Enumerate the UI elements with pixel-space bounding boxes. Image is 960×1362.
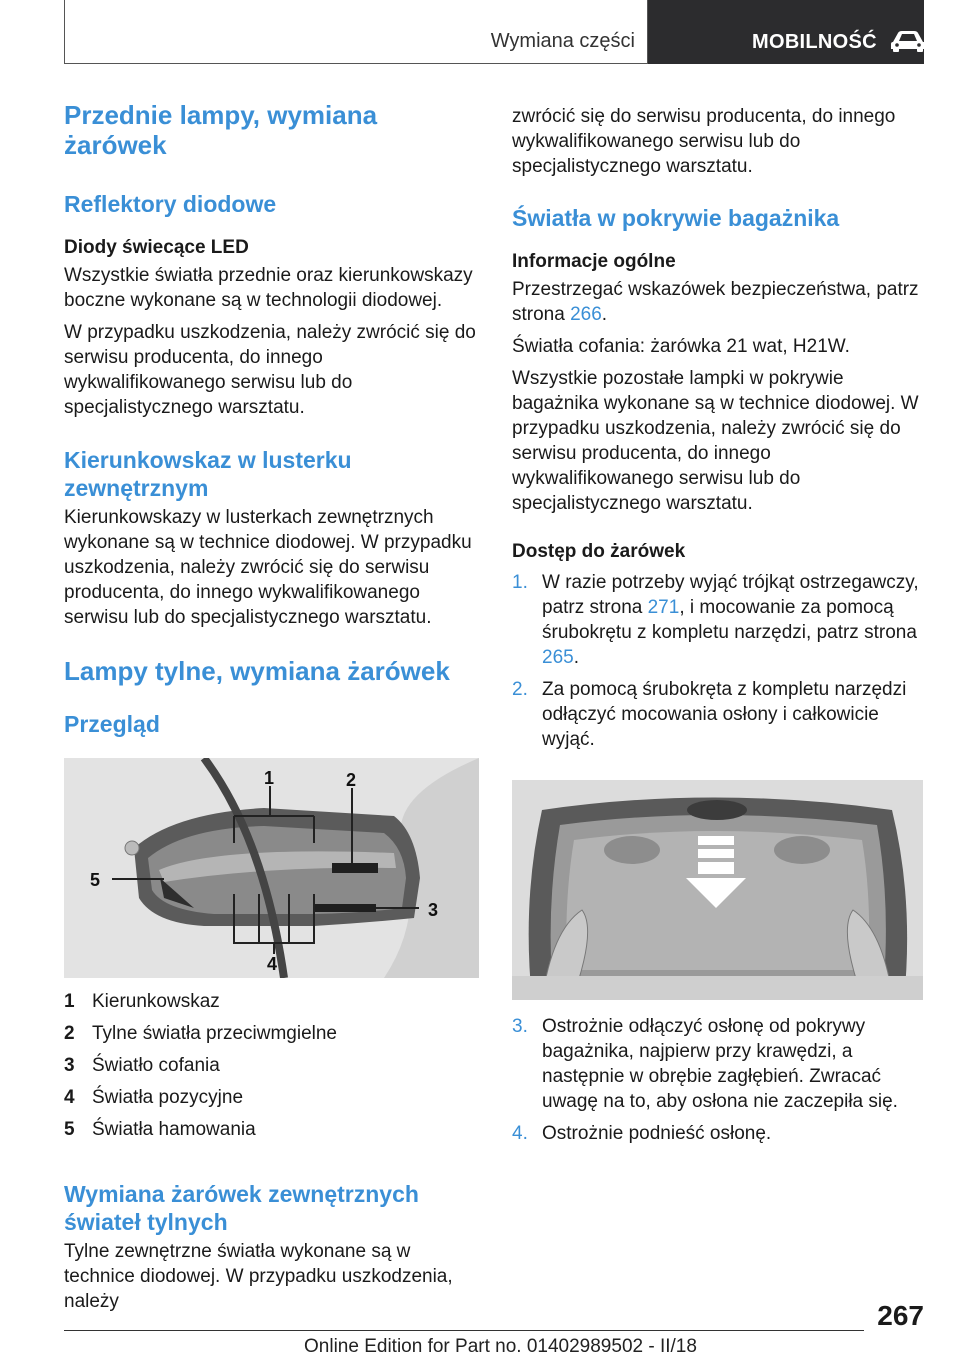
legend-text: Światło cofania bbox=[92, 1055, 220, 1076]
figure-label-2: 2 bbox=[346, 770, 357, 790]
heading-general-info: Informacje ogólne bbox=[512, 251, 676, 272]
legend-text: Kierunkowskaz bbox=[92, 991, 220, 1012]
page-number: 267 bbox=[877, 1300, 924, 1331]
legend-text: Światła pozycyjne bbox=[92, 1087, 244, 1108]
paragraph-led-info: Wszystkie światła przednie oraz kierunkowskazy boczne wykonane są w technologii diodowej. bbox=[64, 265, 473, 311]
step-text-part: , i mocowanie za pomocą śrubokrętu z kompletu narzędzi, patrz strona bbox=[542, 597, 917, 643]
paragraph-safety bbox=[512, 277, 927, 327]
legend-item bbox=[64, 1082, 479, 1114]
header-section-box bbox=[64, 0, 648, 64]
access-steps-continued bbox=[512, 1014, 927, 1146]
heading-rear-lamps: Lampy tylne, wymiana żarówek bbox=[64, 656, 450, 686]
step-text-part: . bbox=[573, 647, 579, 668]
legend-item bbox=[64, 1050, 479, 1082]
paragraph-other-lamps: Wszystkie pozostałe lampki w pokrywie bagażnika wykonane są w technice diodowej. W przypadku uszkodzenia, należy zwrócić się do serwisu producenta, do innego wykwalifikowanego serwisu lub do specjalistycznego warsztatu. bbox=[512, 368, 919, 514]
rear-lamp-figure bbox=[64, 758, 479, 978]
heading-bulb-access: Dostęp do żarówek bbox=[512, 541, 686, 562]
legend-number: 5 bbox=[64, 1119, 75, 1140]
figure-label-5: 5 bbox=[90, 870, 101, 890]
legend-text: Światła hamowania bbox=[92, 1119, 256, 1140]
page-link-271[interactable]: 271 bbox=[647, 597, 680, 618]
legend-item bbox=[64, 986, 479, 1018]
figure-legend bbox=[64, 986, 479, 1146]
heading-led-headlights: Reflektory diodowe bbox=[64, 191, 277, 217]
page-link-266[interactable]: 266 bbox=[570, 304, 602, 325]
legend-text: Tylne światła przeciwmgielne bbox=[92, 1023, 337, 1044]
paragraph-led-damage: W przypadku uszkodzenia, należy zwrócić się do serwisu producenta, do innego wykwalifikowanego serwisu lub do specjalistycznego warsztatu. bbox=[64, 322, 476, 418]
paragraph-continued: zwrócić się do serwisu producenta, do innego wykwalifikowanego serwisu lub do specjalistycznego warsztatu. bbox=[512, 106, 896, 177]
heading-front-lamps: Przednie lampy, wymiana żarówek bbox=[64, 100, 378, 160]
step-text: Ostrożnie podnieść osłonę. bbox=[542, 1123, 772, 1144]
figure-label-3: 3 bbox=[428, 900, 439, 920]
step-number: 1. bbox=[512, 572, 528, 593]
safety-text-end: . bbox=[601, 304, 608, 325]
step-text-part: W razie potrzeby wyjąć trójkąt ostrzegawczy, patrz strona bbox=[542, 572, 919, 618]
step-item bbox=[512, 1121, 927, 1146]
step-item bbox=[512, 570, 927, 670]
footer-divider bbox=[64, 1330, 864, 1331]
legend-item bbox=[64, 1114, 479, 1146]
car-icon bbox=[890, 30, 926, 52]
legend-item bbox=[64, 1018, 479, 1050]
paragraph-reverse-bulb: Światła cofania: żarówka 21 wat, H21W. bbox=[512, 336, 850, 357]
heading-overview: Przegląd bbox=[64, 711, 160, 737]
heading-exterior-bulbs: Wymiana żarówek zewnętrznych świateł tylnych bbox=[64, 1181, 419, 1235]
step-text: Za pomocą śrubokręta z kompletu narzędzi odłączyć mocowania osłony i całkowicie wyjąć. bbox=[542, 679, 907, 750]
header-chapter-tab bbox=[648, 0, 924, 64]
legend-number: 1 bbox=[64, 991, 75, 1012]
step-item bbox=[512, 1014, 927, 1114]
page-link-265[interactable]: 265 bbox=[542, 647, 574, 668]
step-number: 4. bbox=[512, 1123, 528, 1144]
footer-edition: Online Edition for Part no. 01402989502 - II/18 bbox=[304, 1336, 697, 1357]
step-item bbox=[512, 677, 927, 752]
safety-text: Przestrzegać wskazówek bezpieczeństwa, patrz strona bbox=[512, 279, 919, 325]
legend-number: 2 bbox=[64, 1023, 75, 1044]
paragraph-exterior-bulbs: Tylne zewnętrzne światła wykonane są w technice diodowej. W przypadku uszkodzenia, należy bbox=[64, 1241, 453, 1312]
header-section-title: Wymiana części bbox=[490, 30, 635, 52]
step-text bbox=[542, 570, 927, 670]
step-text: Ostrożnie odłączyć osłonę od pokrywy bagażnika, najpierw przy krawędzi, a następnie w obrębie zagłębień. Zwracać uwagę na to, aby osłona nie zaczepiła się. bbox=[542, 1016, 898, 1112]
heading-trunk-lights: Światła w pokrywie bagażnika bbox=[512, 205, 840, 231]
step-number: 3. bbox=[512, 1016, 528, 1037]
heading-mirror-indicator: Kierunkowskaz w lusterku zewnętrznym bbox=[64, 447, 352, 501]
access-steps bbox=[512, 570, 927, 752]
heading-led-diodes: Diody świecące LED bbox=[64, 237, 249, 258]
legend-number: 3 bbox=[64, 1055, 75, 1076]
legend-number: 4 bbox=[64, 1087, 75, 1108]
step-number: 2. bbox=[512, 679, 528, 700]
figure-label-4: 4 bbox=[267, 954, 278, 974]
figure-label-1: 1 bbox=[264, 768, 275, 788]
paragraph-mirror-indicator: Kierunkowskazy w lusterkach zewnętrznych wykonane są w technice diodowej. W przypadku uszkodzenia, należy zwrócić się do serwisu producenta, do innego wykwalifikowanego serwisu lub do specjalistycznego warsztatu. bbox=[64, 507, 472, 628]
right-column bbox=[512, 104, 927, 1146]
left-column bbox=[64, 100, 479, 1314]
header-chapter-title: MOBILNOŚĆ bbox=[752, 31, 877, 53]
trunk-lid-figure bbox=[512, 780, 923, 1000]
